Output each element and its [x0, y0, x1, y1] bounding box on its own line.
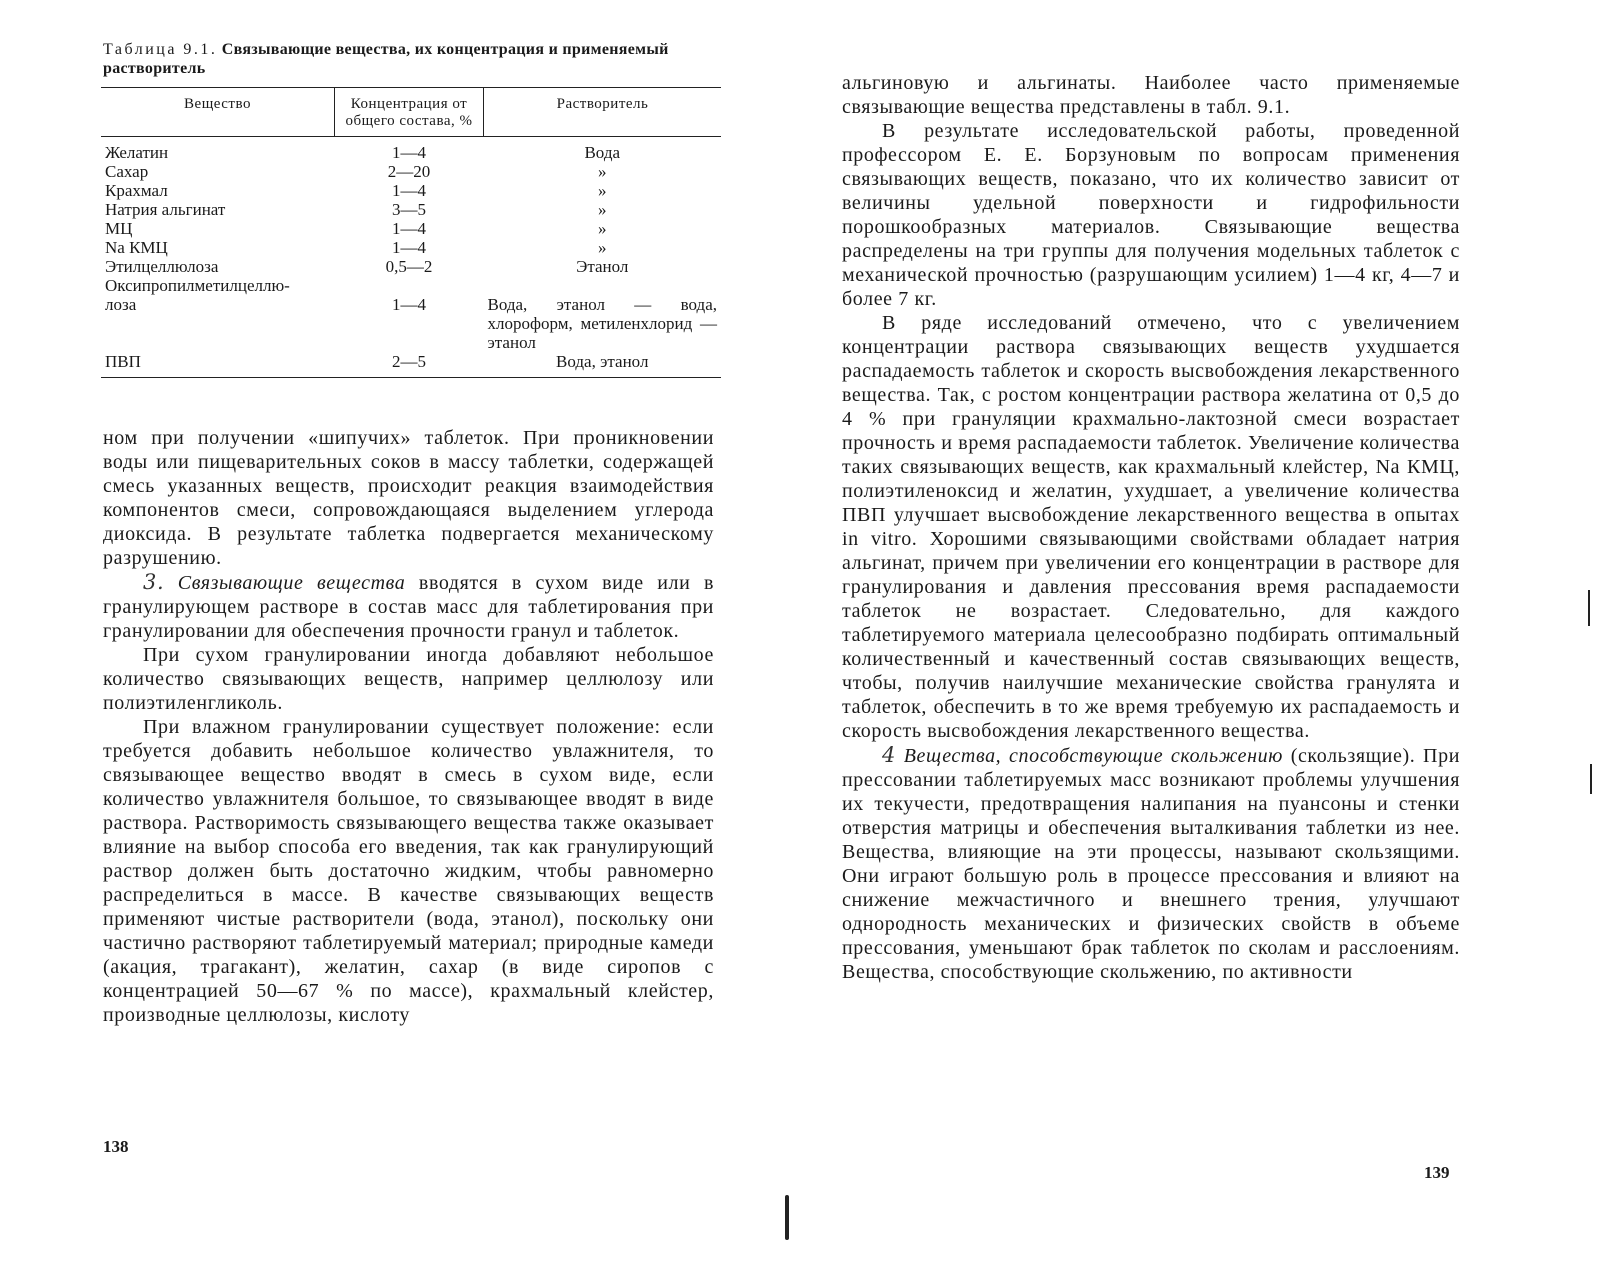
section-term: Связывающие вещества	[177, 572, 406, 594]
cell-concentration: 1—4	[392, 295, 426, 314]
page-number: 139	[1424, 1163, 1450, 1182]
paragraph-text: вводятся в сухом виде или в гранулирующем растворе в состав масс для таблетирования при гранулировании для обеспечения прочности гранул и таблеток.	[103, 572, 715, 642]
cell-concentration: 3—5	[392, 200, 426, 219]
cell-solvent: Вода, этанол	[556, 352, 649, 371]
binders-table	[101, 87, 721, 378]
paragraph-text: (скользящие). При прессовании таблетируемых масс возникают проблемы улучшения их текучести, предотвращения налипания на пуансоны и стенки отверстия матрицы и обеспечения выталкивания таблетки из нее. Вещества, влияющие на эти процессы, называют скользящими. Они играют большую роль в процессе прессования и влияют на снижение межчастичного и внешнего трения, улучшают однородность механических и физических свойств в объеме прессования, уменьшают брак таблеток по сколам и расслоениям. Вещества, способствующие скольжению, по активности	[842, 745, 1460, 983]
right-page	[800, 0, 1601, 1265]
left-page	[0, 0, 800, 1265]
header-concentration: Концентрация от общего состава, %	[335, 88, 484, 137]
table-row	[101, 295, 721, 352]
cell-concentration: 2—5	[392, 352, 426, 371]
cell-substance: ПВП	[105, 352, 141, 371]
cell-solvent: Вода, этанол — вода, хлороформ, метиленхлорид — этанол	[487, 295, 717, 352]
cell-substance: Этилцеллюлоза	[105, 257, 219, 276]
paragraph: При сухом гранулировании иногда добавляют небольшое количество связывающих веществ, например целлюлозу или полиэтиленгликоль.	[103, 644, 714, 714]
section-term: Вещества, способствующие скольжению	[903, 745, 1283, 767]
handwritten-number: 4	[882, 743, 896, 767]
cell-substance: Натрия альгинат	[105, 200, 226, 219]
cell-solvent: »	[598, 238, 607, 257]
cell-concentration: 1—4	[392, 143, 426, 162]
cell-concentration: 2—20	[387, 162, 431, 181]
paragraph	[103, 570, 714, 643]
table-row	[101, 181, 721, 200]
cell-substance: Крахмал	[105, 181, 168, 200]
paragraph: В ряде исследований отмечено, что с увеличением концентрации раствора связывающих веществ ухудшается распадаемость таблеток и скорость высвобождения лекарственного вещества. Так, с ростом концентрации раствора желатина от 0,5 до 4 % при грануляции крахмально-лактозной смеси возрастает прочность и время распадаемости таблеток. Увеличение количества таких связывающих веществ, как крахмальный клейстер, Na КМЦ, полиэтиленоксид и желатин, ухудшает, а увеличение количества ПВП улучшает высвобождение лекарственного вещества в опытах in vitro. Хорошими связывающими свойствами обладает натрия альгинат, причем при увеличении его концентрации в растворе для гранулирования и давления прессования время распадаемости таблеток не возрастает. Следовательно, для каждого таблетируемого материала целесообразно подбирать оптимальный количественный и качественный состав связывающих веществ, чтобы, получив наилучшие механические свойства гранулята и таблеток, обеспечить в то же время требуемую их распадаемость и скорость высвобождения лекарственного вещества.	[842, 312, 1460, 742]
margin-mark	[1588, 590, 1590, 626]
table-row	[101, 162, 721, 181]
table-header-row	[101, 88, 721, 137]
cell-concentration: 1—4	[392, 181, 426, 200]
cell-substance: Na КМЦ	[105, 238, 168, 257]
paragraph	[842, 743, 1460, 984]
margin-mark	[1590, 764, 1592, 794]
cell-concentration: 1—4	[392, 238, 426, 257]
cell-solvent	[484, 276, 722, 295]
cell-solvent: »	[598, 200, 607, 219]
page-number: 138	[103, 1137, 129, 1156]
cell-concentration: 1—4	[392, 219, 426, 238]
margin-mark	[785, 1195, 789, 1240]
table-row	[101, 276, 721, 295]
right-body-text	[842, 71, 1460, 984]
cell-solvent: Вода	[584, 143, 621, 162]
header-solvent: Растворитель	[484, 88, 722, 137]
table-row	[101, 352, 721, 378]
cell-substance: Желатин	[105, 143, 169, 162]
paragraph: альгиновую и альгинаты. Наиболее часто применяемые связывающие вещества представлены в табл. 9.1.	[842, 72, 1460, 118]
cell-solvent: »	[598, 162, 607, 181]
cell-concentration	[335, 276, 484, 295]
cell-solvent: »	[598, 181, 607, 200]
table-row	[101, 257, 721, 276]
cell-substance: лоза	[105, 295, 137, 314]
table-row	[101, 238, 721, 257]
table-row	[101, 219, 721, 238]
handwritten-number: 3.	[143, 570, 165, 594]
left-body-text	[103, 426, 714, 1027]
cell-solvent: »	[598, 219, 607, 238]
table-caption-title: Связывающие вещества, их концентрация и применяемый растворитель	[103, 41, 669, 77]
cell-solvent: Этанол	[576, 257, 629, 276]
cell-substance: Оксипропилметилцеллю-	[105, 276, 290, 295]
table-caption	[103, 40, 721, 78]
paragraph: ном при получении «шипучих» таблеток. При проникновении воды или пищеварительных соков в массу таблетки, содержащей смесь указанных веществ, происходит реакция взаимодействия компонентов смеси, сопровождающаяся выделением углерода диоксида. В результате таблетка подвергается механическому разрушению.	[103, 427, 714, 569]
cell-substance: МЦ	[105, 219, 133, 238]
header-substance: Вещество	[184, 96, 251, 112]
table-row	[101, 137, 721, 163]
cell-substance: Сахар	[105, 162, 149, 181]
table-caption-label: Таблица 9.1.	[103, 41, 218, 58]
table-row	[101, 200, 721, 219]
paragraph: В результате исследовательской работы, проведенной профессором Е. Е. Борзуновым по вопросам применения связывающих веществ, показано, что их количество зависит от величины удельной поверхности и гидрофильности порошкообразных материалов. Связывающие вещества распределены на три группы для получения модельных таблеток с механической прочностью (разрушающим усилием) 1—4 кг, 4—7 и более 7 кг.	[842, 120, 1460, 310]
cell-concentration: 0,5—2	[385, 257, 433, 276]
paragraph: При влажном гранулировании существует положение: если требуется добавить небольшое количество увлажнителя, то связывающее вещество вводят в смесь в сухом виде, если количество увлажнителя большое, то связывающее вводят в виде раствора. Растворимость связывающего вещества также оказывает влияние на выбор способа его введения, так как гранулирующий раствор должен быть достаточно жидким, чтобы равномерно распределиться в массе. В качестве связывающих веществ применяют чистые растворители (вода, этанол), поскольку они частично растворяют таблетируемый материал; природные камеди (акация, трагакант), желатин, сахар (в виде сиропов с концентрацией 50—67 % по массе), крахмальный клейстер, производные целлюлозы, кислоту	[103, 716, 714, 1026]
